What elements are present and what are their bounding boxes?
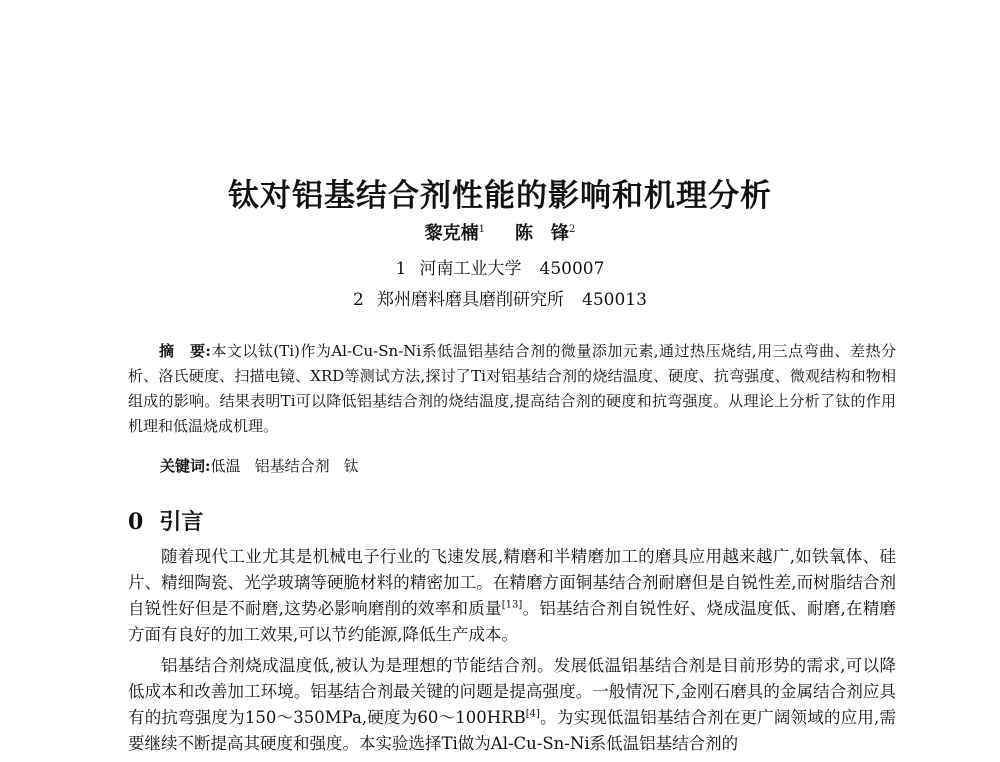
citation: [13] (501, 599, 523, 611)
abstract-label: 摘 要: (159, 342, 211, 360)
keywords-label: 关键词: (160, 457, 211, 475)
keywords (160, 455, 373, 476)
abstract (128, 339, 896, 439)
affiliation-number: 1 (395, 259, 407, 279)
affiliation-number: 2 (353, 290, 364, 310)
paper-title: 钛对铝基结合剂性能的影响和机理分析 (228, 178, 772, 214)
author-line (0, 219, 1000, 245)
affiliation-name: 河南工业大学 (419, 259, 522, 279)
keyword: 钛 (343, 457, 359, 475)
section-title: 引言 (159, 509, 204, 535)
paragraph: 随着现代工业尤其是机械电子行业的飞速发展,精磨和半精磨加工的磨具应用越来越广,如铁氧体、硅片、精细陶瓷、光学玻璃等硬脆材料的精密加工。在精磨方面铜基结合剂耐磨但是自锐性差,而树脂结合剂自锐性好但是不耐磨,这势必影响磨削的效率和质量[13]。铝基结合剂自锐性好、烧成温度低、耐磨,在精磨方面有良好的加工效果,可以节约能源,降低生产成本。 (128, 547, 896, 644)
affiliation-postcode: 450007 (539, 259, 605, 279)
keyword: 低温 (210, 457, 241, 475)
paragraph: 铝基结合剂烧成温度低,被认为是理想的节能结合剂。发展低温铝基结合剂是目前形势的需求,可以降低成本和改善加工环境。铝基结合剂最关键的问题是提高强度。一般情况下,金刚石磨具的金属结合剂应具有的抗弯强度为150～350MPa,硬度为60～100HRB[4]。为实现低温铝基结合剂在更广阔领域的应用,需要继续不断提高其硬度和强度。本实验选择Ti做为Al-Cu-Sn-Ni系低温铝基结合剂的 (128, 656, 896, 753)
author-affiliation-mark: 2 (569, 224, 576, 235)
citation: [4] (525, 708, 540, 720)
affiliation-name: 郑州磨料磨具磨削研究所 (377, 290, 565, 310)
abstract-text: 本文以钛(Ti)作为Al-Cu-Sn-Ni系低温铝基结合剂的微量添加元素,通过热压烧结,用三点弯曲、差热分析、洛氏硬度、扫描电镜、XRD等测试方法,探讨了Ti对铝基结合剂的烧结温度、硬度、抗弯强度、微观结构和物相组成的影响。结果表明Ti可以降低铝基结合剂的烧结温度,提高结合剂的硬度和抗弯强度。从理论上分析了钛的作用机理和低温烧成机理。 (128, 342, 896, 435)
section-heading (128, 505, 203, 536)
affiliation-postcode: 450013 (582, 290, 647, 310)
author-name: 黎克楠 (424, 223, 479, 244)
body-text (128, 544, 896, 762)
affiliation (0, 254, 1000, 279)
section-number: 0 (128, 509, 144, 535)
keyword: 铝基结合剂 (254, 457, 330, 475)
author-name: 陈 锋 (515, 223, 569, 244)
author-affiliation-mark: 1 (478, 224, 485, 235)
affiliation (0, 285, 1000, 310)
